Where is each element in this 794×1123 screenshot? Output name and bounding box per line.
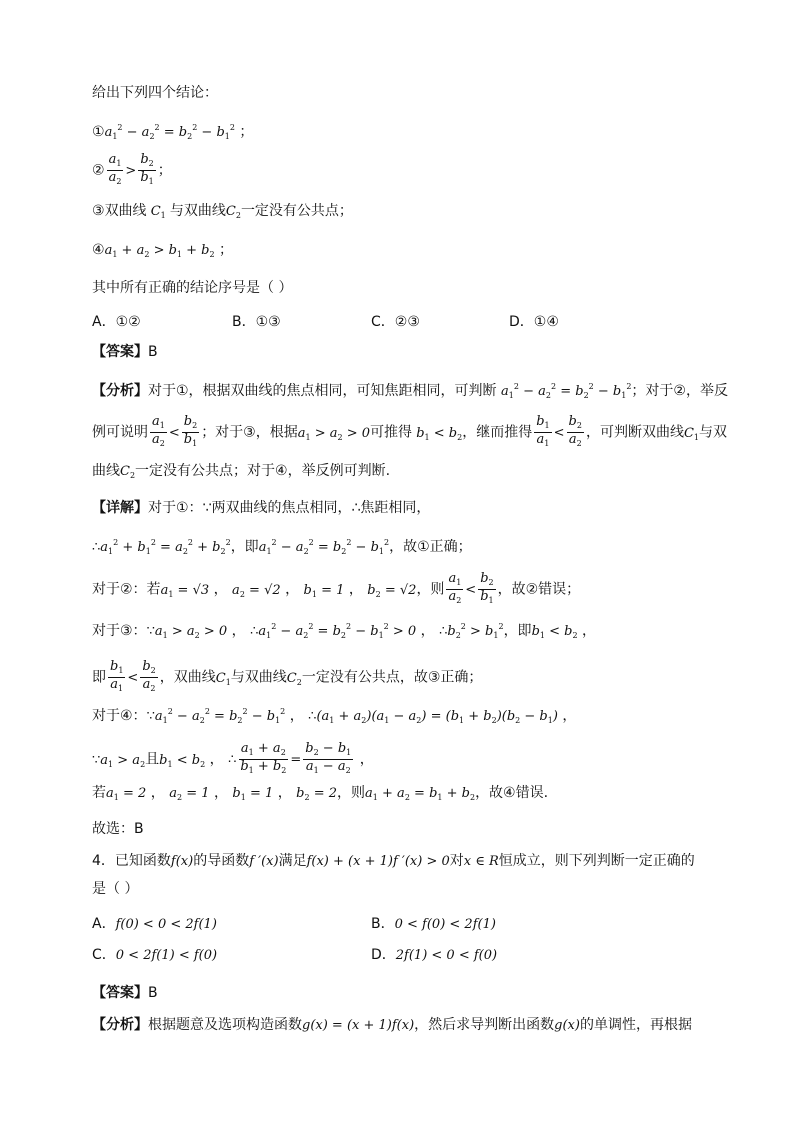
option-a: A．①②	[92, 314, 141, 330]
q4-option-d: D．2f(1) < 0 < f(0)	[371, 947, 498, 963]
label-4: ④	[92, 242, 105, 258]
q4-option-a: A．f(0) < 0 < 2f(1)	[92, 916, 217, 932]
q4-option-b: B．0 < f(0) < 2f(1)	[371, 916, 496, 932]
label-2: ②	[92, 162, 105, 179]
conclusion: 故选：B	[92, 821, 144, 837]
label-3: ③	[92, 203, 105, 219]
detail-line-3: 对于②：若$a_1 = √3$ ， $a_2 = √2$ ， $b_1 = 1$ ， $b_2 = √2$，则 $\frac{a_1}{a_2}$ < $\frac{b_2}{b_1}$ ，故②错误；	[92, 571, 581, 605]
analysis-line-3: 曲线$C_2$一定没有公共点；对于④，举反例可判断.	[92, 463, 391, 480]
statement-4: $④a_1 + a_2 > b_1 + b_2$ ；	[92, 242, 234, 259]
q4-option-c: C．0 < 2f(1) < f(0)	[92, 947, 218, 963]
statement-1: $①a_1^2 - a_2^2 = b_2^2 - b_1^2$ ；	[92, 123, 254, 141]
detail-line-7: $\because a_1 > a_2$且$b_1 < b_2$ ， ∴ $\frac{a_1 + a_2}{b_1 + b_2}$ = $\frac{b_2 - b_1}{a_1 - a_2}$ ，	[92, 741, 374, 775]
detail-line-8: 若$a_1 = 2$ ， $a_2 = 1$ ， $b_1 = 1$ ， $b_2 = 2$，则$a_1 + a_2 = b_1 + b_2$，故④错误.	[92, 785, 549, 802]
answer-line	[92, 342, 158, 362]
label-1: ①	[92, 124, 105, 140]
detail-line-1: 【详解】对于①：∵两双曲线的焦点相同，∴焦距相同，	[92, 500, 431, 516]
detail-line-2: $\therefore a_1^2 + b_1^2 = a_2^2 + b_2^2$，即$a_1^2 - a_2^2 = b_2^2 - b_1^2$，故①正确；	[92, 538, 472, 556]
q4-line-2: 是（ ）	[92, 881, 139, 897]
option-b: B．①③	[232, 314, 281, 330]
answer-value-q4: B	[148, 985, 158, 1001]
option-c: C．②③	[371, 314, 420, 330]
answer-label: 【答案】	[92, 344, 148, 360]
q4-line-1: 4．已知函数f(x)的导函数f ′(x)满足f(x) + (x + 1)f ′(x) > 0对x ∈ R恒成立，则下列判断一定正确的	[92, 853, 695, 869]
detail-line-5: 即 $\frac{b_1}{a_1}$ < $\frac{b_2}{a_2}$ ，双曲线$C_1$与双曲线$C_2$一定没有公共点，故③正确；	[92, 659, 483, 693]
analysis-line-2: 例可说明 $\frac{a_1}{a_2}$ < $\frac{b_2}{b_1}$ ；对于③，根据$a_1 > a_2 > 0$可推得 $b_1 < b_2$，继而推得 $\frac{b_1}{a_1}$ < $\frac{b_2}{a_2}$ ，可判断双曲线$C_1$与双	[92, 414, 727, 448]
analysis-q4: 【分析】根据题意及选项构造函数g(x) = (x + 1)f(x)，然后求导判断出函数g(x)的单调性，再根据	[92, 1017, 692, 1033]
answer-line-q4: 【答案】B	[92, 985, 158, 1001]
analysis-line-1: 【分析】对于①，根据双曲线的焦点相同，可知焦距相同，可判断 $a_1^2 - a_2^2 = b_2^2 - b_1^2$；对于②，举反	[92, 382, 728, 400]
answer-value: B	[148, 344, 158, 360]
option-d: D．①④	[509, 314, 559, 330]
detail-line-4: 对于③：$\because a_1 > a_2 > 0$ ， $\therefore a_1^2 - a_2^2 = b_2^2 - b_1^2 > 0$ ， $\therefore b_2^2 > b_1^2$，即$b_1 < b_2$ ，	[92, 622, 597, 640]
intro-text: 给出下列四个结论：	[92, 85, 218, 101]
question-text: 其中所有正确的结论序号是（ ）	[92, 280, 293, 296]
statement-3: ③双曲线 $C_1$ 与双曲线$C_2$一定没有公共点；	[92, 203, 353, 220]
statement-2: ② $\frac{a_1}{a_2}$ > $\frac{b_2}{b_1}$ ；	[92, 152, 172, 186]
detail-line-6: 对于④：$\because a_1^2 - a_2^2 = b_2^2 - b_1^2$ ， $\therefore(a_1 + a_2)(a_1 - a_2) = (b_1 + b_2)(b_2 - b_1)$ ，	[92, 707, 577, 725]
